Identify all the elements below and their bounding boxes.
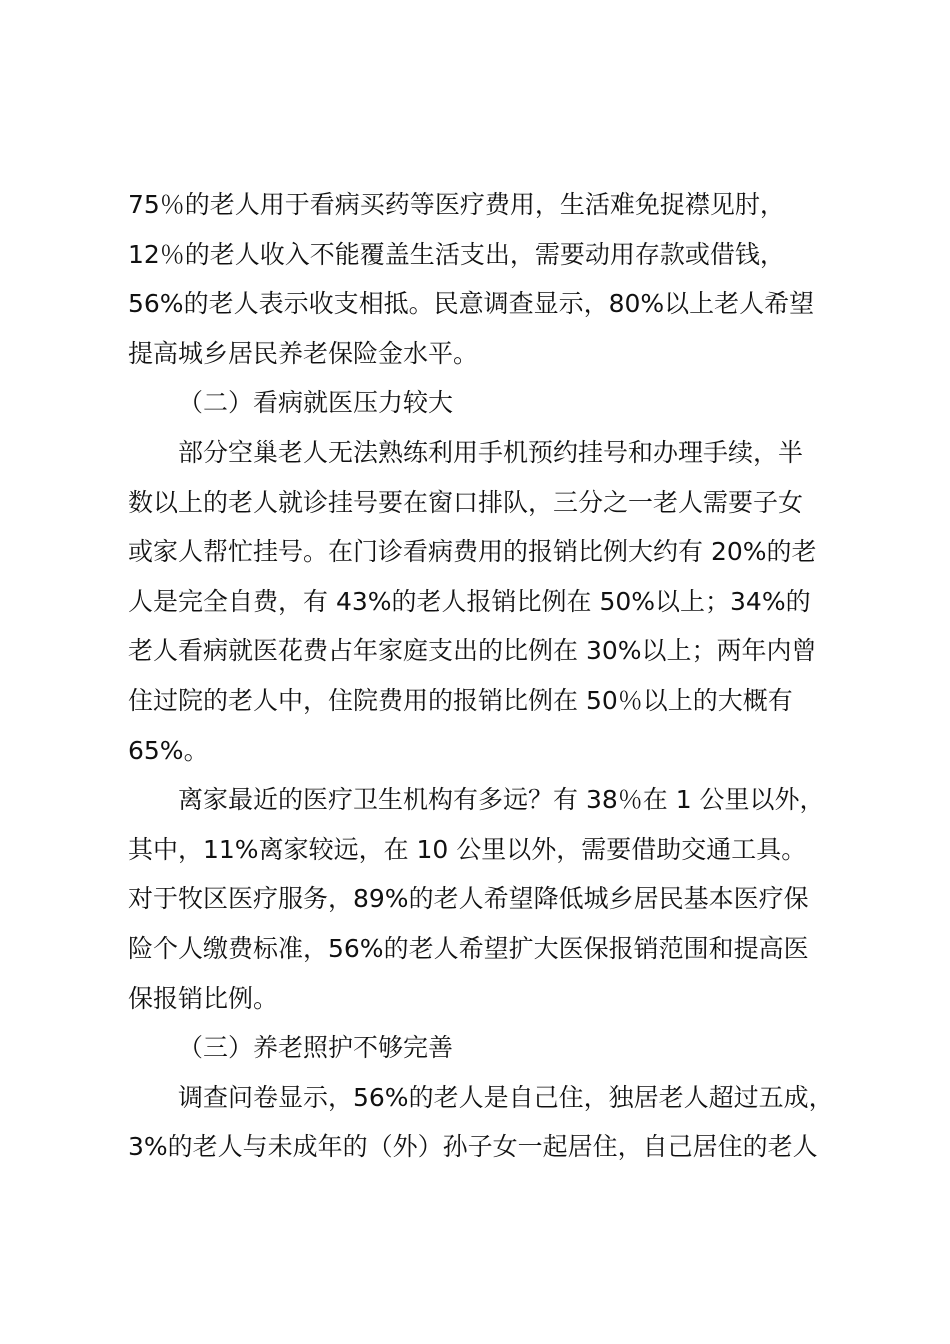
text-line: 56%的老人表示收支相抵。民意调查显示，80%以上老人希望 (128, 289, 815, 319)
text-line: 人是完全自费，有 43%的老人报销比例在 50%以上；34%的 (128, 586, 811, 616)
text-line: 保报销比例。 (128, 983, 279, 1013)
text-line: 其中，11%离家较远，在 10 公里以外，需要借助交通工具。 (128, 834, 807, 864)
text-line: 提高城乡居民养老保险金水平。 (128, 338, 479, 368)
text-line: 部分空巢老人无法熟练利用手机预约挂号和办理手续，半 (178, 437, 804, 467)
text-line: 75％的老人用于看病买药等医疗费用，生活难免捉襟见肘， (128, 190, 785, 219)
text-line: 对于牧区医疗服务，89%的老人希望降低城乡居民基本医疗保 (128, 884, 809, 914)
text-line: 12％的老人收入不能覆盖生活支出，需要动用存款或借钱， (128, 239, 785, 269)
text-line: 或家人帮忙挂号。在门诊看病费用的报销比例大约有 20%的老 (128, 537, 817, 567)
text-line: 险个人缴费标准，56%的老人希望扩大医保报销范围和提高医 (128, 933, 809, 963)
document-body (128, 180, 868, 1172)
text-line: 离家最近的医疗卫生机构有多远？有 38％在 1 公里以外， (178, 785, 825, 815)
section-heading: （二）看病就医压力较大 (178, 388, 454, 418)
section-heading: （三）养老照护不够完善 (178, 1033, 454, 1063)
text-line: 调查问卷显示，56%的老人是自己住，独居老人超过五成， (178, 1082, 834, 1112)
text-line: 老人看病就医花费占年家庭支出的比例在 30%以上；两年内曾 (128, 636, 817, 666)
text-line: 65%。 (128, 735, 209, 765)
text-line: 3%的老人与未成年的（外）孙子女一起居住，自己居住的老人 (128, 1132, 818, 1162)
text-line: 数以上的老人就诊挂号要在窗口排队，三分之一老人需要子女 (128, 487, 804, 517)
text-line: 住过院的老人中，住院费用的报销比例在 50％以上的大概有 (128, 685, 793, 715)
